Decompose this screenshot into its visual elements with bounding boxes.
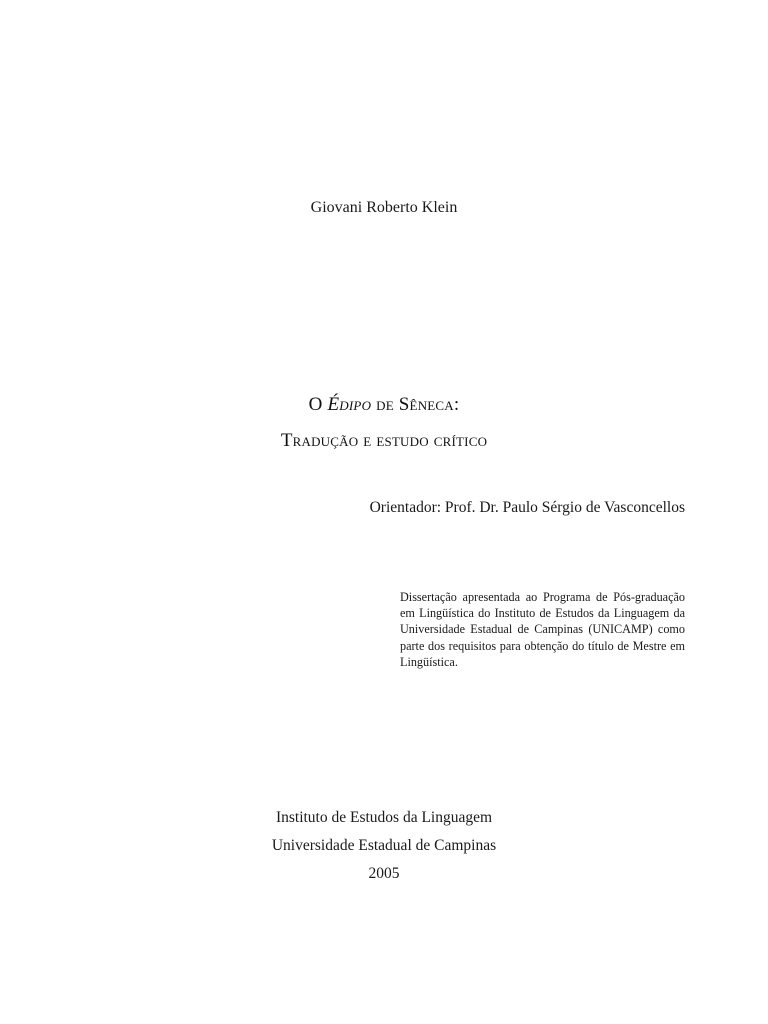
advisor-line: Orientador: Prof. Dr. Paulo Sérgio de Vasconcellos [369,499,685,516]
university-name: Universidade Estadual de Campinas [271,837,497,854]
dissertation-note: Dissertação apresentada ao Programa de Pós-graduação em Lingüística do Instituto de Estudos da Linguagem da Universidade Estadual de Campinas (UNICAMP) como parte dos requisitos para obtenção do título de Mestre em Lingüística. [400,590,685,669]
title-prefix: O [308,394,328,415]
title-work-name: Édipo [327,394,372,415]
year: 2005 [368,865,400,882]
thesis-title-line-1 [0,394,768,416]
title-suffix: de Sêneca: [371,394,460,415]
thesis-subtitle: Tradução e estudo crítico [280,430,488,451]
author-name: Giovani Roberto Klein [310,199,458,216]
institute-name: Instituto de Estudos da Linguagem [275,809,493,826]
